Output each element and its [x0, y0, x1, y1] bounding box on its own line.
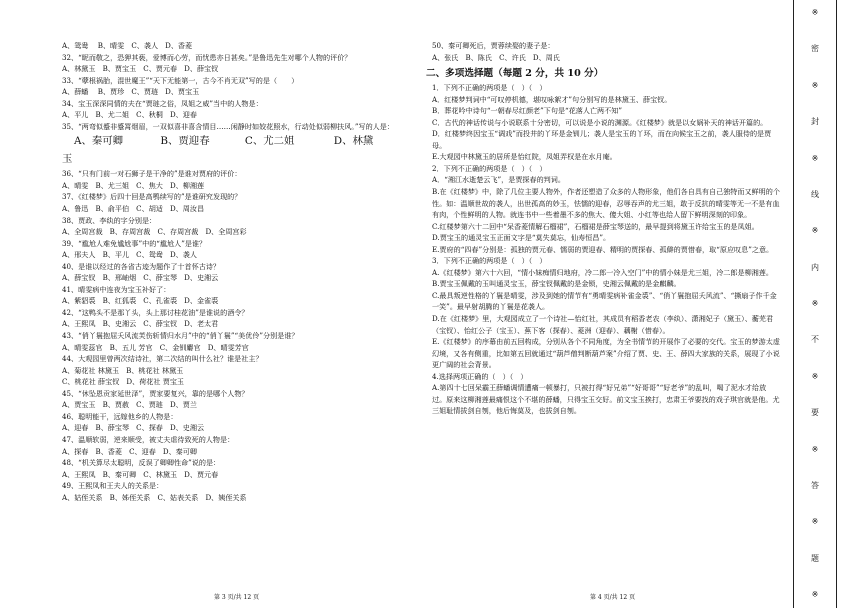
question-line: D.贾宝玉的通灵宝玉正面文字是“莫失莫忘，仙寿恒昌”。	[432, 233, 611, 243]
question-line: B.贾宝玉佩戴的玉叫通灵宝玉，薛宝钗佩戴的是金锁，史湘云佩戴的是金麒麟。	[432, 279, 681, 289]
section-heading: 二、多项选择题（每题 2 分，共 10 分）	[426, 68, 604, 80]
question-line: 3．下列不正确的两项是（ ）（ ）	[432, 256, 547, 266]
page-number-left: 第 3 页/共 12 页	[214, 594, 260, 601]
question-line: C、桃花社 薛宝钗 D、荷花社 贾宝玉	[62, 377, 185, 387]
question-line: 35、“两弯似蹙非蹙罥烟眉，一双似喜非喜含情目……闲静时如姣花照水，行动处似弱柳扶风。”写的人是：	[62, 121, 394, 131]
question-line: A、张氏 B、陈氏 C、许氏 D、周氏	[432, 52, 560, 62]
seal-char: 密	[811, 44, 819, 54]
question-line: 32、“昵而敬之，恐狎其亵，爱博而心劳，而忧患亦日甚矣。”是鲁迅先生对哪个人物的评价？	[62, 52, 352, 62]
question-line: E.贾府的“四春”分别是：孤独的贾元春、懦弱的贾迎春、精明的贾探春、孤僻的贾惜春，取“原应叹息”之意。	[432, 244, 774, 254]
question-line: A、探春 B、香菱 C、迎春 D、秦可卿	[62, 446, 197, 456]
question-line: 45、“休坠恩贡家延世泽”，贾家要复兴，靠的是哪个人物？	[62, 388, 249, 398]
seal-char: ※	[811, 444, 819, 454]
seal-char: ※	[811, 153, 819, 163]
question-line: A、菊花社 林黛玉 B、桃花社 林黛玉	[62, 365, 184, 375]
question-line: E.《红楼梦》的序幕由前五回构成，分别从各个不同角度，为全书情节的开展作了必要的交代。宝玉的梦游太虚幻境，又各有侧重，比如第五回就通过“葫芦僧判断葫芦案”介绍了贾、史、王、薛四大家族的关系，展现了小说更广阔的社会背景。	[432, 337, 780, 370]
question-line: B．葬花吟中诗句“一朝春尽红颜老”下句是“花落人亡两不知”	[432, 106, 622, 116]
question-line: E.大观园中林黛玉的居所是怡红院，凤姐弄权是在水月庵。	[432, 152, 617, 162]
page-number-right: 第 4 页/共 12 页	[590, 594, 636, 601]
question-line: 46、聪明能干，远嫁他乡的人物是：	[62, 411, 178, 421]
question-line: B.在《红楼梦》中，除了几位主要人物外，作者还塑造了众多的人物形象，他们各自具有自己独特而又鲜明的个性。如：温顺世故的袭人，出世孤高的妙玉，怯懦的迎春，忍辱吞声的尤三姐，敢于反抗的晴雯等无一不是有血有肉，个性鲜明的人物。就连书中一些着墨不多的焦大、傻大姐、小红等也给人留下鲜明深刻的印象。	[432, 187, 780, 220]
seal-char: 线	[811, 189, 819, 199]
question-line: A、晴雯 B、尤三姐 C、焦大 D、柳湘莲	[62, 180, 205, 190]
question-line: A、王熙凤 B、秦可卿 C、林黛玉 D、贾元春	[62, 469, 219, 479]
question-line: A、贾宝玉 B、贾赦 C、贾琏 D、贾兰	[62, 400, 197, 410]
question-line: A、鲁迅 B、俞平伯 C、胡适 D、周汝昌	[62, 204, 205, 214]
right-column	[426, 40, 780, 417]
left-column	[62, 40, 417, 503]
question-line: A、晴雯蕊官 B、五儿 芳官 C、金钏麝官 D、晴雯芳官	[62, 342, 249, 352]
seal-char: ※	[811, 299, 819, 308]
seal-line-strip	[793, 0, 837, 608]
question-line: A．“湘江水逝楚云飞”，是贾探春的判词。	[432, 175, 565, 185]
q35-options	[62, 132, 417, 150]
q35-option-c: C、尤二姐	[244, 135, 295, 148]
question-line: C.红楼梦第六十二回中“呆香菱情解石榴裙”，石榴裙是薛宝琴送的，最早提到将黛玉许给宝玉的是凤姐。	[432, 221, 759, 231]
seal-char: ※	[811, 517, 819, 527]
question-line: 40、是谁以经过的各省古迹为题作了十首怀古诗？	[62, 261, 220, 271]
question-line: 47、温顺软弱，逆来顺受，被丈夫虐待致死的人物是：	[62, 434, 235, 444]
question-line: 4.选择两项正确的（ ）（ ）	[432, 371, 528, 381]
question-line: A、姑侄关系 B、姊侄关系 C、姑表关系 D、姨侄关系	[62, 492, 247, 502]
seal-char: 内	[811, 262, 819, 272]
question-line: 1．下列不正确的两项是（ ）（ ）	[432, 83, 547, 93]
question-line: C．古代的神话传说与小说联系十分密切，可以说是小说的渊源。《红楼梦》就是以女娲补天的神话开篇的。	[432, 117, 768, 127]
q35-option-d: D、林黛	[333, 135, 374, 148]
q35-option-tail: 玉	[62, 153, 73, 166]
seal-characters	[794, 0, 836, 608]
question-line: 48、“机关算尽太聪明，反误了卿卿性命”说的是：	[62, 458, 221, 468]
seal-char: 题	[811, 553, 819, 563]
seal-char: ※	[811, 80, 819, 90]
question-line: A、紫貂裘 B、红狐裘 C、孔雀裘 D、金雀裘	[62, 296, 219, 306]
question-line: A、邢夫人 B、平儿 C、鸳鸯 D、袭人	[62, 250, 197, 260]
question-line: A、平儿 B、尤二姐 C、秋桐 D、迎春	[62, 110, 197, 120]
question-line: 44、大观园里曾两次结诗社，第二次结的叫什么社？谁是社主？	[62, 354, 263, 364]
q35-option-b: B、贾迎春	[160, 135, 210, 148]
question-line: 43、“俏丫鬟抱屈夭风流芙伤斩情归水月”中的“俏丫鬟”“美优伶”分别是谁？	[62, 331, 299, 341]
question-line: A、迎春 B、薛宝琴 C、探春 D、史湘云	[62, 423, 205, 433]
question-line: A、薛蟠 B、贾珍 C、贾琏 D、贾宝玉	[62, 87, 200, 97]
question-line: 2．下列不正确的两项是（ ）（ ）	[432, 163, 547, 173]
question-line: D.在《红楼梦》里，大观园成立了一个诗社—怡红社，其成员有稻香老农（李纨）、潇湘妃子（黛玉）、蘅芜君（宝钗）、怡红公子（宝玉）、蕉下客（探春）、菱洲（迎春）、藕榭（惜春）。	[432, 314, 774, 335]
question-line: A、薛宝钗 B、邢岫烟 C、薛宝琴 D、史湘云	[62, 273, 219, 283]
seal-char: ※	[811, 226, 819, 236]
question-line: A.《红楼梦》第六十六回，“情小妹痴情归地府，冷二郎一冷入空门”中的情小妹是尤三姐，冷二郎是柳湘莲。	[432, 267, 773, 277]
question-line: 34、宝玉深深同情的夫在“贾琏之俗，凤姐之威”当中的人物是：	[62, 98, 263, 108]
question-line: D．红楼梦终因宝玉“调戏”而投井的丫环是金钏儿；袭人是宝玉的丫环，而在向候宝玉之前，袭人服侍的是贾母。	[432, 129, 772, 150]
question-line: C.最具叛逆性格的丫鬟是晴雯，涉及到她的情节有“勇晴雯病补雀金裘”、“俏丫鬟抱屈夭风流”、“撕扇子作千金一笑”。最早射胡腾的丫鬟是花袭人。	[432, 290, 777, 312]
question-line: A、鸳鸯 B、晴雯 C、袭人 D、香菱	[62, 41, 193, 50]
question-line: A、全周宫裁 B、存周宫裁 C、存周宫裁 D、全周宫彩	[62, 227, 247, 237]
question-line: A.第四十七回呆霸王薛蟠调情遭痛一顿暴打，只被打得“好兄弟”“好哥哥”“好老爷”的乱叫，喝了泥水才给放过。原来这柳湘莲最痛恨这个不堪的薛蟠，只得宝玉交好。前文宝玉挨打，忠肃王爷要找的戏子琪官就是他。尤三姐耻情拔剑自刎，他后悔莫及，也拔剑自刎。	[432, 383, 780, 416]
question-line: 42、“这鸭头不是那丫头，头上那讨桂花油”是谁说的酒令？	[62, 307, 249, 317]
seal-char: ※	[811, 371, 819, 381]
seal-char: 要	[811, 408, 819, 418]
seal-char: ※	[811, 8, 819, 17]
question-line: A、王熙凤 B、史湘云 C、薛宝钗 D、老太君	[62, 319, 219, 329]
seal-char: ※	[811, 590, 819, 599]
question-line: 41、晴雯病中连夜为宝玉补好了：	[62, 284, 171, 294]
question-line: A、林黛玉 B、贾宝玉 C、贾元春 D、薛宝钗	[62, 64, 219, 74]
seal-char: 封	[811, 117, 819, 127]
q35-option-a: A、秦可卿	[74, 135, 124, 148]
question-line: 33、“孽根祸胎，混世魔王”“天下无能第一，古今不肖无双”写的是（ ）	[62, 75, 299, 85]
question-line: 36、“只有门前一对石狮子是干净的”是谁对贾府的评价：	[62, 169, 242, 179]
seal-char: 答	[811, 480, 819, 490]
seal-char: 不	[811, 335, 819, 345]
question-line: 37、《红楼梦》后四十回是高鹗续写的”是谁研究发现的？	[62, 192, 242, 202]
question-line: 39、“尴尬人难免尴尬事”中的“尴尬人”是谁？	[62, 238, 207, 248]
question-line: 38、贾政、李纨的字分别是：	[62, 215, 157, 225]
question-line: 49、王熙凤和王夫人的关系是：	[62, 481, 164, 491]
question-line: A．红楼梦判词中“可叹停机德，堪叹咏絮才”句分别写的是林黛玉、薛宝钗。	[432, 94, 672, 104]
question-line: 50、秦可卿死后，贾蓉续娶的妻子是：	[432, 41, 555, 50]
